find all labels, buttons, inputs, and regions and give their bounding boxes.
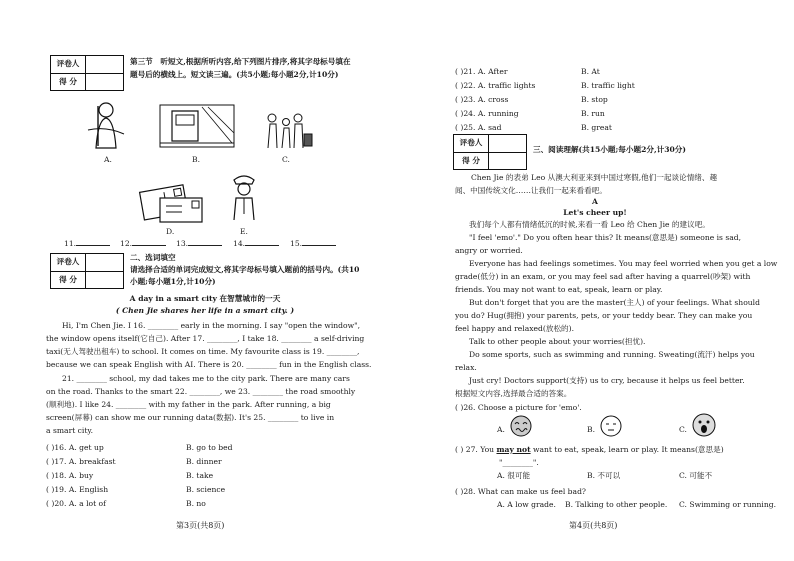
reading-line-12: relax. [455, 363, 477, 372]
section2-instructions: 请选择合适的单词完成短文,将其字母标号填入题前的括号内。(共10小题;每小题1分,计10分) [130, 265, 360, 286]
passage-line-8: screen(屏幕) can show me our running data(数据). It's 25. ________ to live in [46, 413, 335, 422]
answer-number-14: 14. [233, 239, 246, 248]
score-box-score-cell[interactable] [86, 74, 123, 91]
q26-option-b-label[interactable]: B. [587, 425, 595, 434]
passage-line-5: 21. ________ school, my dad takes me to the city park. There are many cars [62, 374, 350, 383]
reading-line-7: But don't forget that you are the master(主人) of your feelings. What should [469, 298, 760, 307]
q28-option-b[interactable]: B. Talking to other people. [565, 500, 668, 509]
option-21[interactable]: ( )21. A. After [455, 67, 508, 76]
passage-line-3: taxi(无人驾驶出租车) to school. It comes on time. My favourite class is 19. ________, [46, 347, 360, 356]
emo-face-b-icon[interactable] [599, 414, 623, 438]
answer-line-13[interactable] [176, 237, 222, 249]
score-box-3-score-cell[interactable] [489, 153, 526, 170]
passage-title: A day in a smart city 在智慧城市的一天 [129, 294, 281, 303]
q27-underlined: may not [496, 445, 531, 454]
page-footer: 第3页(共8页) [176, 521, 225, 530]
picture-label-a: A. [104, 155, 112, 164]
option-18-b[interactable]: B. take [186, 471, 214, 480]
question-27[interactable] [455, 444, 724, 455]
part-letter: A [592, 197, 598, 206]
passage-line-1: Hi, I'm Chen Jie. I 16. ________ early in the morning. I say "open the window", [62, 321, 361, 330]
option-23[interactable]: ( )23. A. cross [455, 95, 509, 104]
picture-d-postcards [136, 182, 204, 224]
emo-face-a-icon[interactable] [509, 414, 533, 438]
picture-label-c: C. [282, 155, 290, 164]
score-box-3-grader-cell[interactable] [489, 135, 526, 152]
picture-label-d: D. [166, 227, 175, 236]
passage-subtitle: ( Chen Jie shares her life in a smart city. ) [115, 306, 295, 315]
q28-option-a[interactable]: A. A low grade. [497, 500, 556, 509]
score-box-2-grader-cell[interactable] [86, 254, 123, 271]
q27-suffix: want to eat, speak, learn or play. It means(意思是) [533, 445, 724, 454]
option-17-b[interactable]: B. dinner [186, 457, 222, 466]
passage-line-9: a smart city. [46, 426, 94, 435]
score-box-2-grader-label: 评卷人 [51, 254, 86, 271]
picture-b-subway-train [158, 103, 236, 149]
q27-option-a[interactable]: A. 很可能 [497, 471, 531, 480]
section2-title: 二、选词填空 [130, 253, 176, 262]
answer-number-13: 13. [176, 239, 189, 248]
score-box-3-score-label: 得 分 [454, 153, 489, 170]
option-23-b[interactable]: B. stop [581, 95, 608, 104]
option-20-b[interactable]: B. no [186, 499, 206, 508]
passage-line-7: (顺利地). I like 24. ________ with my father in the park. After running, a big [46, 400, 331, 409]
reading-line-8: you do? Hug(拥抱) your parents, pets, or your teddy bear. They can make you [455, 311, 753, 320]
answer-line-11[interactable] [64, 237, 110, 249]
score-box-2 [50, 253, 124, 289]
score-box-grader-cell[interactable] [86, 56, 123, 73]
score-box-grader-label: 评卷人 [51, 56, 86, 73]
option-25[interactable]: ( )25. A. sad [455, 123, 502, 132]
passage-line-6: on the road. Thanks to the smart 22. ________, we 23. ________ the road smoothly [46, 387, 356, 396]
picture-c-family-travel [262, 112, 314, 150]
reading-line-9: feel happy and relaxed(放松的). [455, 324, 575, 333]
passage-line-2: the window opens itself(它自己). After 17. ________, I take 18. ________ a self-driving [46, 334, 365, 343]
option-24[interactable]: ( )24. A. running [455, 109, 519, 118]
q26-option-a-label[interactable]: A. [497, 425, 505, 434]
score-box-3-grader-label: 评卷人 [454, 135, 489, 152]
option-17[interactable]: ( )17. A. breakfast [46, 457, 116, 466]
reading-line-3: angry or worried. [455, 246, 523, 255]
option-22-b[interactable]: B. traffic light [581, 81, 635, 90]
answer-number-12: 12. [120, 239, 133, 248]
answer-number-11: 11. [64, 239, 77, 248]
reading-line-4: Everyone has had feelings sometimes. You may feel worried when you get a low [469, 259, 778, 268]
score-box-3 [453, 134, 527, 170]
reading-line-2: "I feel 'emo'." Do you often hear this? It means(意思是) someone is sad, [469, 233, 742, 242]
q27-blank[interactable]: "________". [499, 458, 539, 467]
option-16-b[interactable]: B. go to bed [186, 443, 233, 452]
intro-line-1: Chen Jie 的表弟 Leo 从澳大利亚来到中国过寒假,他们一起谈论情绪、趣 [471, 173, 718, 182]
score-box-2-score-label: 得 分 [51, 272, 86, 289]
section3-title: 第三节 听短文,根据所听内容,给下列图片排序,将其字母标号填在题号后的横线上。短文读三遍。(共5小题;每小题2分,计10分) [130, 57, 351, 79]
page-footer-right: 第4页(共8页) [569, 521, 618, 530]
emo-face-c-icon[interactable] [691, 412, 717, 438]
answer-number-15: 15. [290, 239, 303, 248]
q27-prefix: ( ) 27. You [455, 445, 495, 454]
passage-line-4: because we can speak English with AI. There is 20. ________ fun in the English class. [46, 360, 372, 369]
score-box-score-label: 得 分 [51, 74, 86, 91]
option-20[interactable]: ( )20. A. a lot of [46, 499, 106, 508]
picture-label-b: B. [192, 155, 200, 164]
picture-e-police-officer [228, 172, 260, 222]
q26-option-c-label[interactable]: C. [679, 425, 687, 434]
reading-title: Let's cheer up! [563, 208, 627, 217]
option-24-b[interactable]: B. run [581, 109, 605, 118]
option-19-b[interactable]: B. science [186, 485, 226, 494]
answer-line-12[interactable] [120, 237, 166, 249]
option-18[interactable]: ( )18. A. buy [46, 471, 94, 480]
q28-option-c[interactable]: C. Swimming or running. [679, 500, 777, 509]
question-28[interactable]: ( )28. What can make us feel bad? [455, 487, 587, 496]
reading-line-10: Talk to other people about your worries(担忧). [469, 337, 646, 346]
option-25-b[interactable]: B. great [581, 123, 612, 132]
score-box-2-score-cell[interactable] [86, 272, 123, 289]
reading-line-1: 我们每个人都有情绪低沉的时候,来看一看 Leo 给 Chen Jie 的建议吧。 [469, 220, 710, 229]
answer-line-14[interactable] [233, 237, 279, 249]
option-22[interactable]: ( )22. A. traffic lights [455, 81, 536, 90]
reading-line-6: friends. You may not want to eat, speak, learn or play. [455, 285, 663, 294]
right-page [397, 0, 794, 561]
picture-a-erhu-player [84, 100, 128, 150]
picture-label-e: E. [240, 227, 248, 236]
answer-line-15[interactable] [290, 237, 336, 249]
option-19[interactable]: ( )19. A. English [46, 485, 109, 494]
option-21-b[interactable]: B. At [581, 67, 600, 76]
question-26[interactable]: ( )26. Choose a picture for 'emo'. [455, 403, 582, 412]
reading-line-5: grade(低分) in an exam, or you may feel sad after having a quarrel(吵架) with [455, 272, 751, 281]
reading-instruction: 根据短文内容,选择最合适的答案。 [455, 389, 572, 398]
intro-line-2: 闻、中国传统文化……让我们一起来看看吧。 [455, 186, 607, 195]
option-16[interactable]: ( )16. A. get up [46, 443, 104, 452]
section3-title-right: 三、阅读理解(共15小题;每小题2分,计30分) [533, 145, 686, 154]
score-box [50, 55, 124, 91]
q27-option-c[interactable]: C. 可能不 [679, 471, 713, 480]
reading-line-13: Just cry! Doctors support(支持) us to cry, because it helps us feel better. [469, 376, 745, 385]
q27-option-b[interactable]: B. 不可以 [587, 471, 621, 480]
reading-line-11: Do some sports, such as swimming and running. Sweating(流汗) helps you [469, 350, 755, 359]
